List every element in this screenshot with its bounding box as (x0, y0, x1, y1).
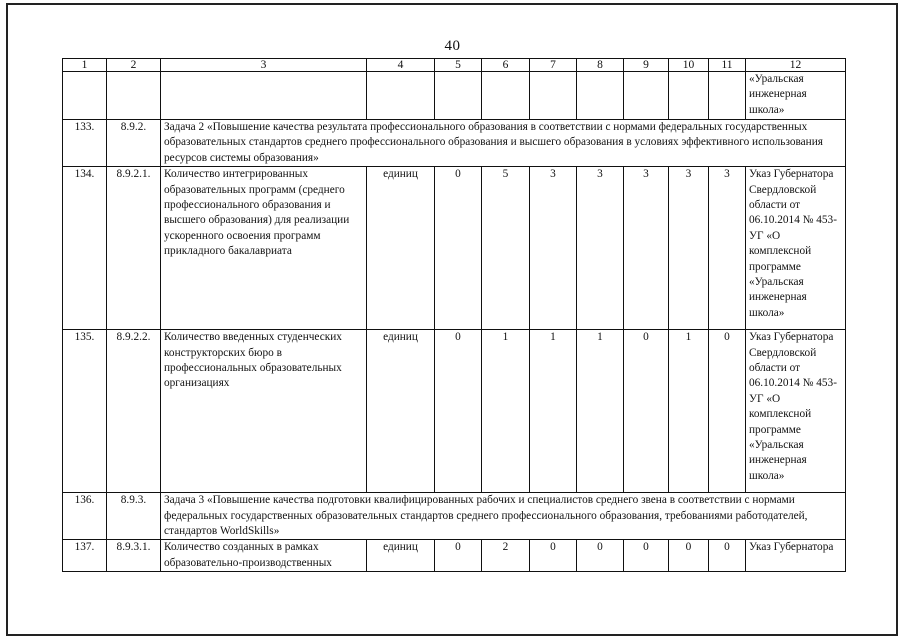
table-row (63, 167, 846, 330)
row-code: 8.9.2.2. (107, 330, 161, 493)
column-header: 9 (624, 59, 669, 72)
value-cell: 3 (669, 167, 709, 330)
value-cell: 0 (624, 540, 669, 572)
value-cell: 0 (709, 330, 746, 493)
task-text: Задача 2 «Повышение качества результата профессионального образования в соответствии с нормами федеральных государственных образовательных стандартов среднего профессионального образования и высшего образования в условиях эффективного использования ресурсов системы образования» (161, 120, 846, 167)
indicator-name: Количество введенных студенческих конструкторских бюро в профессиональных образовательных организациях (161, 330, 367, 493)
page-number: 40 (444, 38, 461, 54)
unit-cell: единиц (367, 167, 435, 330)
row-code: 8.9.2. (107, 120, 161, 167)
column-header: 3 (161, 59, 367, 72)
value-cell: 3 (709, 167, 746, 330)
row-number: 136. (63, 493, 107, 540)
indicator-name: Количество созданных в рамках образовательно-производственных (161, 540, 367, 572)
row-number: 137. (63, 540, 107, 572)
value-cell: 3 (577, 167, 624, 330)
value-cell: 2 (482, 540, 530, 572)
row-code: 8.9.2.1. (107, 167, 161, 330)
task-text: Задача 3 «Повышение качества подготовки квалифицированных рабочих и специалистов среднего звена в соответствии с нормами федеральных государственных образовательных стандартов среднего профессионального образования, требованиями работодателей, стандартов WorldSkills» (161, 493, 846, 540)
value-cell: 5 (482, 167, 530, 330)
source-cell: Указ Губернатора Свердловской области от 06.10.2014 № 453-УГ «О комплексной программе «Уральская инженерная школа» (746, 330, 846, 493)
value-cell: 3 (624, 167, 669, 330)
column-header: 10 (669, 59, 709, 72)
column-header: 7 (530, 59, 577, 72)
value-cell: 1 (669, 330, 709, 493)
column-header: 1 (63, 59, 107, 72)
column-header: 8 (577, 59, 624, 72)
column-header: 4 (367, 59, 435, 72)
row-number: 133. (63, 120, 107, 167)
unit-cell: единиц (367, 330, 435, 493)
value-cell: 0 (624, 330, 669, 493)
value-cell: 1 (482, 330, 530, 493)
table-row-task (63, 493, 846, 540)
table-row (63, 330, 846, 493)
table-row-task (63, 120, 846, 167)
value-cell: 0 (435, 167, 482, 330)
unit-cell: единиц (367, 540, 435, 572)
value-cell: 1 (577, 330, 624, 493)
source-cell: Указ Губернатора (746, 540, 846, 572)
value-cell: 0 (435, 540, 482, 572)
indicator-name: Количество интегрированных образовательных программ (среднего профессионального образования и высшего образования) для реализации ускоренного освоения программ прикладного бакалавриата (161, 167, 367, 330)
column-header: 5 (435, 59, 482, 72)
source-cell: Указ Губернатора Свердловской области от 06.10.2014 № 453-УГ «О комплексной программе «Уральская инженерная школа» (746, 167, 846, 330)
column-number-row (63, 59, 846, 72)
value-cell: 0 (530, 540, 577, 572)
table-row-continued (63, 72, 846, 120)
value-cell: 3 (530, 167, 577, 330)
value-cell: 1 (530, 330, 577, 493)
column-header: 11 (709, 59, 746, 72)
row-code: 8.9.3.1. (107, 540, 161, 572)
row-number: 134. (63, 167, 107, 330)
row-number: 135. (63, 330, 107, 493)
value-cell: 0 (577, 540, 624, 572)
table-row (63, 540, 846, 572)
source-cell: «Уральская инженерная школа» (746, 72, 846, 120)
column-header: 6 (482, 59, 530, 72)
row-code: 8.9.3. (107, 493, 161, 540)
column-header: 12 (746, 59, 846, 72)
indicator-table (62, 58, 846, 572)
value-cell: 0 (669, 540, 709, 572)
value-cell: 0 (709, 540, 746, 572)
column-header: 2 (107, 59, 161, 72)
value-cell: 0 (435, 330, 482, 493)
